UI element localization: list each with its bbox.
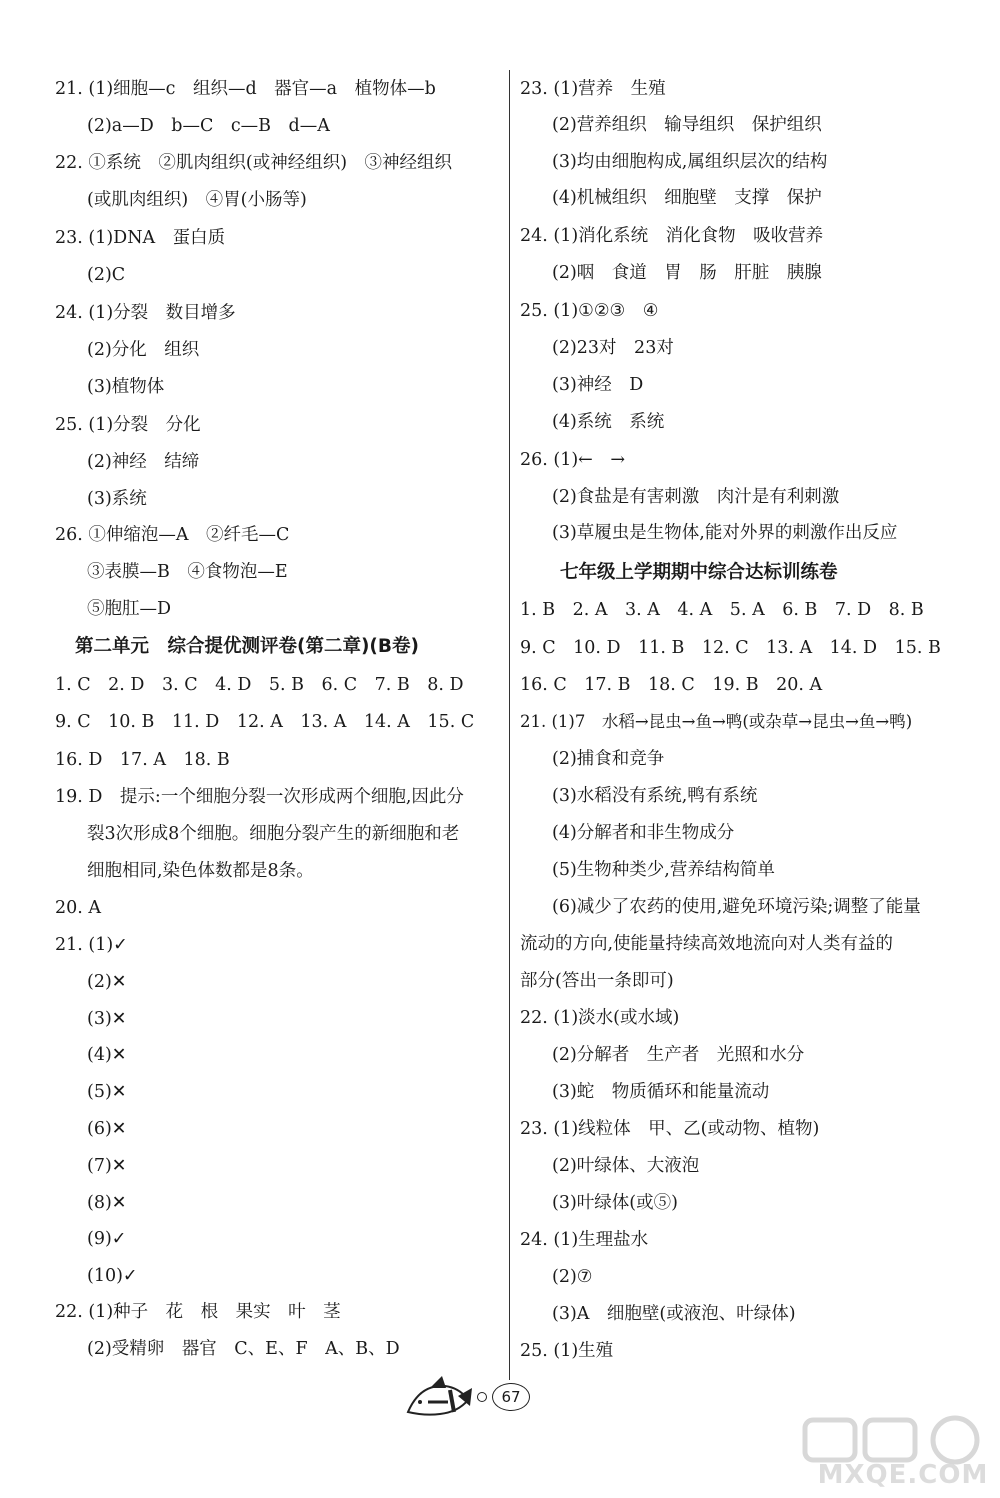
- answer-line: (8)✕: [87, 1193, 127, 1213]
- answer-line: (6)✕: [87, 1119, 127, 1139]
- answer-line: (3)系统: [87, 489, 147, 509]
- answer-line: 22. ①系统 ②肌肉组织(或神经组织) ③神经组织: [55, 153, 453, 173]
- answer-line: (9)✓: [87, 1229, 127, 1249]
- answer-line: (2)分解者 生产者 光照和水分: [552, 1045, 805, 1065]
- answer-line: (2)分化 组织: [87, 340, 200, 360]
- answer-line: (4)分解者和非生物成分: [552, 823, 735, 843]
- answer-line: (2)神经 结缔: [87, 452, 200, 472]
- answer-line: 24. (1)消化系统 消化食物 吸收营养: [520, 226, 824, 246]
- answer-line: (2)营养组织 输导组织 保护组织: [552, 115, 822, 135]
- answer-line: (5)生物种类少,营养结构简单: [552, 860, 775, 880]
- answer-line: (3)蛇 物质循环和能量流动: [552, 1082, 770, 1102]
- answer-line: 16. C 17. B 18. C 19. B 20. A: [520, 675, 823, 695]
- answer-line: (2)受精卵 器官 C、E、F A、B、D: [87, 1339, 400, 1359]
- answer-line: (2)捕食和竞争: [552, 749, 665, 769]
- answer-line: 细胞相同,染色体数都是8条。: [87, 861, 314, 881]
- answer-line: 24. (1)生理盐水: [520, 1230, 649, 1250]
- answer-line: 部分(答出一条即可): [520, 971, 674, 991]
- answer-line: 22. (1)淡水(或水域): [520, 1008, 680, 1028]
- answer-line: (2)叶绿体、大液泡: [552, 1156, 700, 1176]
- column-divider: [509, 70, 510, 1380]
- answer-line: (2)✕: [87, 972, 127, 992]
- answer-line: 24. (1)分裂 数目增多: [55, 303, 236, 323]
- answer-line: 流动的方向,使能量持续高效地流向对人类有益的: [520, 934, 894, 954]
- footer-dot: [477, 1392, 487, 1402]
- answer-line: (5)✕: [87, 1082, 127, 1102]
- answer-line: (3)水稻没有系统,鸭有系统: [552, 786, 758, 806]
- answer-line: ⑤胞肛—D: [87, 599, 172, 619]
- answer-line: 21. (1)✓: [55, 935, 128, 955]
- answer-line: 19. D 提示:一个细胞分裂一次形成两个细胞,因此分: [55, 787, 464, 807]
- answer-line: 23. (1)DNA 蛋白质: [55, 228, 226, 248]
- answer-line: (3)✕: [87, 1009, 127, 1029]
- answer-line: 26. (1)← →: [520, 450, 626, 470]
- answer-line: (或肌肉组织) ④胃(小肠等): [87, 190, 307, 210]
- answer-line: (2)23对 23对: [552, 338, 674, 358]
- answer-line: 裂3次形成8个细胞。细胞分裂产生的新细胞和老: [87, 824, 460, 844]
- answer-line: 23. (1)营养 生殖: [520, 79, 666, 99]
- answer-line: 21. (1)7 水稻→昆虫→鱼→鸭(或杂草→昆虫→鱼→鸭): [520, 712, 913, 731]
- answer-line: (2)食盐是有害刺激 肉汁是有利刺激: [552, 487, 840, 507]
- answer-line: (3)叶绿体(或⑤): [552, 1193, 678, 1213]
- answer-line: (3)植物体: [87, 377, 165, 397]
- answer-line: ③表膜—B ④食物泡—E: [87, 562, 288, 582]
- answer-line: (2)C: [87, 265, 126, 285]
- answer-line: (4)机械组织 细胞壁 支撑 保护: [552, 188, 822, 208]
- answer-line: (3)神经 D: [552, 375, 644, 395]
- answer-line: (4)✕: [87, 1045, 127, 1065]
- answer-line: 22. (1)种子 花 根 果实 叶 茎: [55, 1302, 341, 1322]
- answer-line: 16. D 17. A 18. B: [55, 750, 230, 770]
- answer-line: 25. (1)①②③ ④: [520, 301, 659, 321]
- answer-line: (6)减少了农药的使用,避免环境污染;调整了能量: [552, 897, 921, 917]
- section-heading: 第二单元 综合提优测评卷(第二章)(B卷): [75, 636, 419, 657]
- answer-line: 1. C 2. D 3. C 4. D 5. B 6. C 7. B 8. D: [55, 675, 464, 695]
- answer-line: 23. (1)线粒体 甲、乙(或动物、植物): [520, 1119, 820, 1139]
- answer-line: 9. C 10. D 11. B 12. C 13. A 14. D 15. B: [520, 638, 941, 658]
- answer-line: (7)✕: [87, 1156, 127, 1176]
- answer-line: 21. (1)细胞—c 组织—d 器官—a 植物体—b: [55, 79, 436, 99]
- answer-line: 26. ①伸缩泡—A ②纤毛—C: [55, 525, 290, 545]
- answer-line: 25. (1)分裂 分化: [55, 415, 201, 435]
- answer-line: 9. C 10. B 11. D 12. A 13. A 14. A 15. C: [55, 712, 475, 732]
- answer-line: 20. A: [55, 898, 102, 918]
- answer-line: (10)✓: [87, 1266, 138, 1286]
- section-heading: 七年级上学期期中综合达标训练卷: [560, 562, 838, 583]
- answer-line: (4)系统 系统: [552, 412, 665, 432]
- answer-line: 1. B 2. A 3. A 4. A 5. A 6. B 7. D 8. B: [520, 600, 924, 620]
- answer-line: (3)草履虫是生物体,能对外界的刺激作出反应: [552, 523, 898, 543]
- answer-line: (2)咽 食道 胃 肠 肝脏 胰腺: [552, 263, 822, 283]
- watermark-text: MXQE.COM: [817, 1460, 989, 1490]
- answer-line: (3)A 细胞壁(或液泡、叶绿体): [552, 1304, 796, 1324]
- answer-line: (2)a—D b—C c—B d—A: [87, 116, 330, 136]
- page-number: 67: [492, 1383, 530, 1411]
- answer-line: (3)均由细胞构成,属组织层次的结构: [552, 152, 828, 172]
- answer-line: 25. (1)生殖: [520, 1341, 614, 1361]
- answer-line: (2)⑦: [552, 1267, 593, 1287]
